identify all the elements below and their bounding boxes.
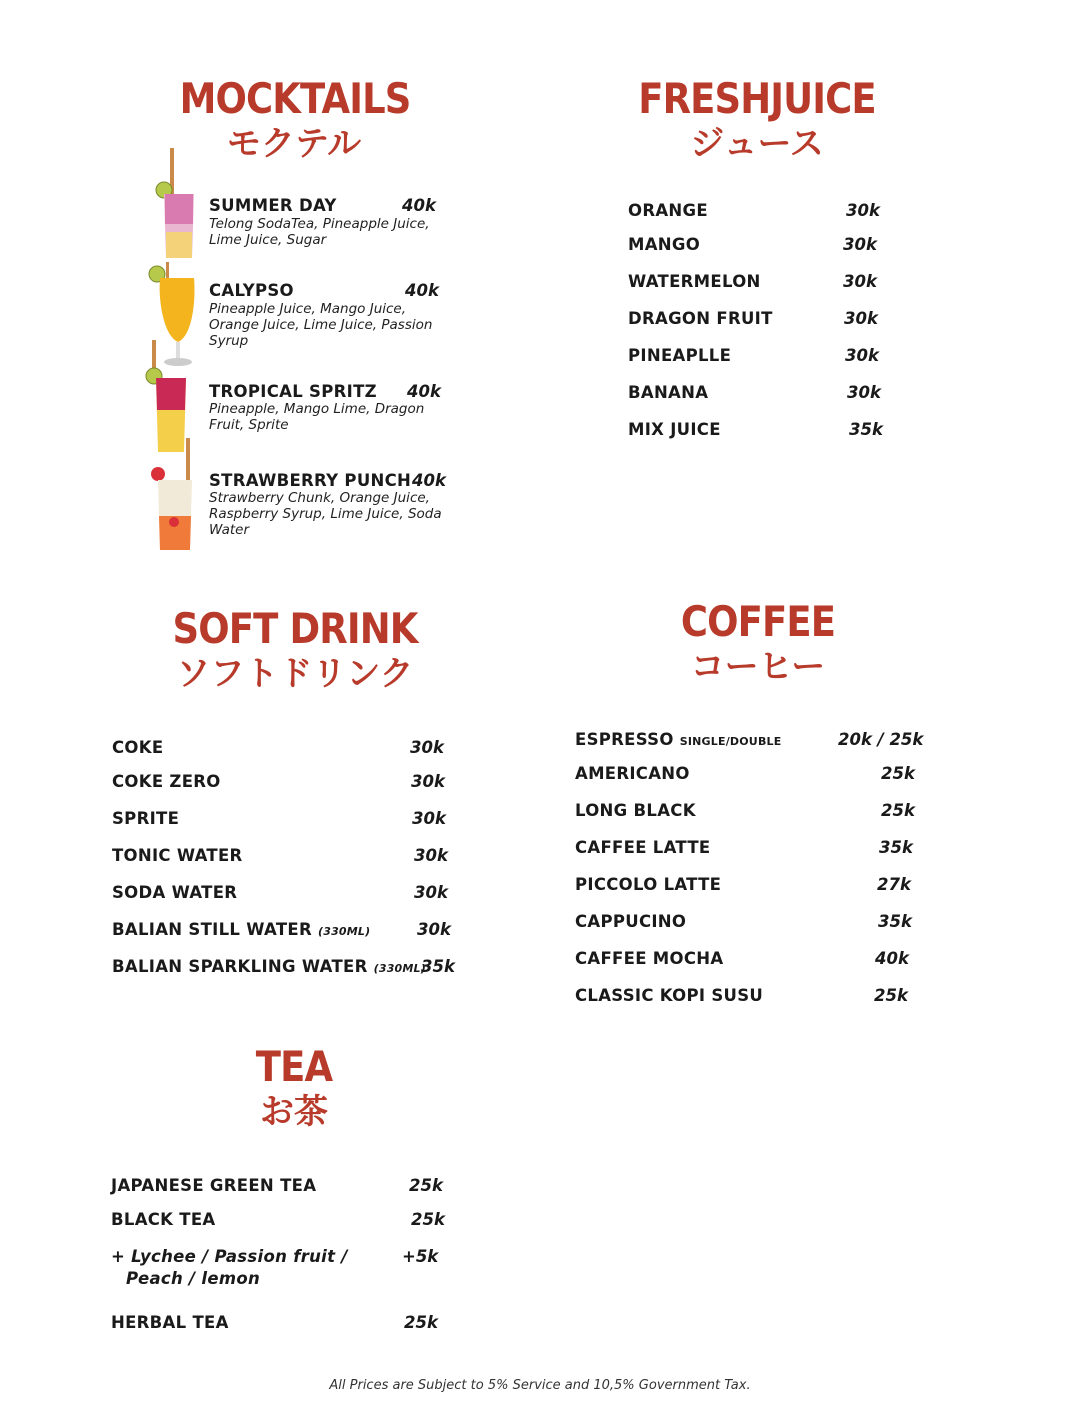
softdrink-price-1: 30k	[411, 772, 445, 791]
softdrink-name-6: BALIAN SPARKLING WATER (330ML)	[112, 957, 426, 976]
juice-name-3: DRAGON FRUIT	[628, 309, 773, 328]
juice-name-4: PINEAPLLE	[628, 346, 732, 365]
mocktail-price-1: 40k	[405, 281, 439, 300]
tea-price-1: 25k	[411, 1210, 445, 1229]
coffee-price-4: 27k	[877, 875, 911, 894]
mocktail-desc-2: Pineapple, Mango Lime, Dragon Fruit, Sprite	[209, 401, 425, 433]
softdrink-note-6: (330ML)	[373, 962, 426, 975]
mocktail-price-0: 40k	[402, 196, 436, 215]
juice-name-2: WATERMELON	[628, 272, 761, 291]
juice-name-5: BANANA	[628, 383, 709, 402]
tea-name-1: BLACK TEA	[111, 1210, 216, 1229]
mocktail-price-2: 40k	[407, 382, 441, 401]
coffee-heading	[658, 599, 858, 687]
juice-name-0: ORANGE	[628, 201, 708, 220]
mocktail-name-2: TROPICAL SPRITZ	[209, 382, 377, 401]
mocktail-name-1: CALYPSO	[209, 281, 294, 300]
mocktail-desc-0: Telong SodaTea, Pineapple Juice, Lime Juice, Sugar	[209, 216, 430, 248]
coffee-price-0: 20k / 25k	[838, 730, 924, 749]
juice-price-3: 30k	[844, 309, 878, 328]
softdrink-price-0: 30k	[410, 738, 444, 757]
mocktails-title: MOCKTAILS	[179, 74, 411, 123]
strawberry-punch-glass-image	[146, 436, 206, 554]
freshjuice-title: FRESHJUICE	[638, 74, 876, 123]
mocktail-name-0: SUMMER DAY	[209, 196, 337, 215]
coffee-price-3: 35k	[879, 838, 913, 857]
coffee-name-7: CLASSIC KOPI SUSU	[575, 986, 764, 1005]
softdrink-price-2: 30k	[412, 809, 446, 828]
coffee-name-4: PICCOLO LATTE	[575, 875, 722, 894]
tea-price-2: +5k	[402, 1247, 439, 1266]
coffee-name-1: AMERICANO	[575, 764, 690, 783]
mocktail-price-3: 40k	[412, 471, 446, 490]
softdrink-name-1: COKE ZERO	[112, 772, 221, 791]
mocktails-title-jp: モクテル	[226, 124, 362, 164]
juice-price-5: 30k	[847, 383, 881, 402]
coffee-price-1: 25k	[881, 764, 915, 783]
softdrink-name-2: SPRITE	[112, 809, 180, 828]
mocktail-desc-1: Pineapple Juice, Mango Juice, Orange Juice, Lime Juice, Passion Syrup	[209, 301, 433, 349]
softdrink-heading	[150, 606, 440, 694]
freshjuice-title-jp: ジュース	[690, 124, 824, 164]
mocktail-desc-3: Strawberry Chunk, Orange Juice, Raspberry Syrup, Lime Juice, Soda Water	[209, 490, 442, 538]
softdrink-name-4: SODA WATER	[112, 883, 238, 902]
coffee-title-jp: コーヒー	[690, 647, 826, 687]
softdrink-price-4: 30k	[414, 883, 448, 902]
coffee-price-6: 40k	[875, 949, 909, 968]
juice-price-0: 30k	[846, 201, 880, 220]
tea-name-0: JAPANESE GREEN TEA	[111, 1176, 317, 1195]
coffee-name-6: CAFFEE MOCHA	[575, 949, 724, 968]
juice-price-1: 30k	[843, 235, 877, 254]
tea-price-0: 25k	[409, 1176, 443, 1195]
coffee-name-5: CAPPUCINO	[575, 912, 687, 931]
coffee-title: COFFEE	[680, 597, 836, 646]
juice-name-1: MANGO	[628, 235, 701, 254]
tea-title: TEA	[255, 1042, 333, 1091]
juice-price-2: 30k	[843, 272, 877, 291]
softdrink-title-jp: ソフトドリンク	[176, 654, 414, 694]
softdrink-name-5: BALIAN STILL WATER (330ML)	[112, 920, 371, 939]
juice-price-6: 35k	[849, 420, 883, 439]
coffee-price-7: 25k	[874, 986, 908, 1005]
softdrink-price-3: 30k	[414, 846, 448, 865]
coffee-name-0: ESPRESSO SINGLE/DOUBLE	[575, 730, 782, 749]
tea-title-jp: お茶	[260, 1092, 328, 1132]
softdrink-price-5: 30k	[417, 920, 451, 939]
softdrink-title: SOFT DRINK	[172, 604, 418, 653]
tax-note: All Prices are Subject to 5% Service and 10,5% Government Tax.	[329, 1378, 751, 1393]
juice-name-6: MIX JUICE	[628, 420, 721, 439]
softdrink-name-3: TONIC WATER	[112, 846, 243, 865]
tea-addon-line1: + Lychee / Passion fruit /	[111, 1247, 348, 1266]
softdrink-name-0: COKE	[112, 738, 164, 757]
tea-name-3: HERBAL TEA	[111, 1313, 229, 1332]
coffee-name-3: CAFFEE LATTE	[575, 838, 711, 857]
tea-price-3: 25k	[404, 1313, 438, 1332]
tea-addon-line2: Peach / lemon	[126, 1269, 261, 1288]
juice-price-4: 30k	[845, 346, 879, 365]
softdrink-note-5: (330ML)	[318, 925, 371, 938]
softdrink-price-6: 35k	[421, 957, 455, 976]
coffee-price-2: 25k	[881, 801, 915, 820]
coffee-price-5: 35k	[878, 912, 912, 931]
mocktail-name-3: STRAWBERRY PUNCH	[209, 471, 412, 490]
coffee-note-0: SINGLE/DOUBLE	[679, 735, 782, 748]
summer-day-glass-image	[150, 146, 210, 264]
freshjuice-heading	[612, 76, 902, 164]
coffee-name-2: LONG BLACK	[575, 801, 696, 820]
tea-heading	[214, 1044, 374, 1132]
